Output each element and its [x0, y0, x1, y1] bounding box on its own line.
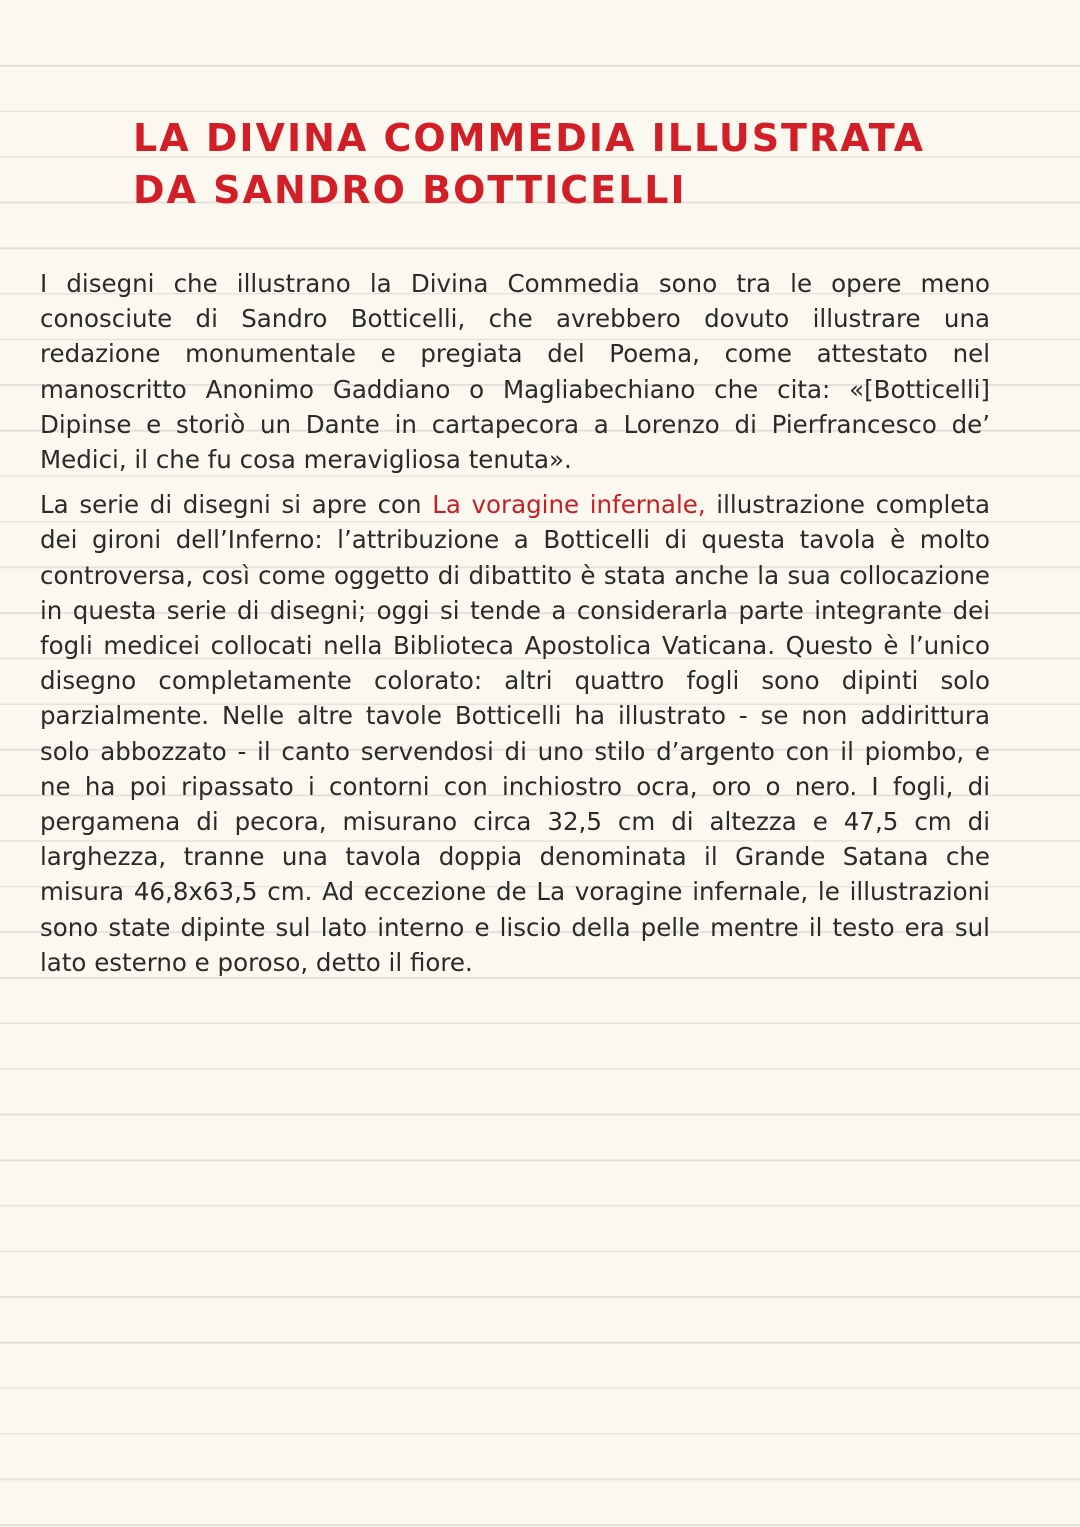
- paragraph-1: I disegni che illustrano la Divina Commedia sono tra le opere meno conosciute di Sandro Botticelli, che avrebbero dovuto illustrare una redazione monumentale e pregiata del Poema, come attestato nel manoscritto Anonimo Gaddiano o Magliabechiano che cita: «[Botticelli] Dipinse e storiò un Dante in cartapecora a Lorenzo di Pierfrancesco de’ Medici, il che fu cosa meravigliosa tenuta».: [40, 269, 990, 475]
- title-line-1: LA DIVINA COMMEDIA ILLUSTRATA: [133, 116, 926, 160]
- page-title: [133, 112, 925, 216]
- body-text: [40, 266, 990, 980]
- title-line-2: DA SANDRO BOTTICELLI: [133, 168, 687, 212]
- paragraph-2-intro: La serie di disegni si apre con: [40, 490, 433, 520]
- paragraph-2-rest: illustrazione completa dei gironi dell’Inferno: l’attribuzione a Botticelli di questa tavola è molto controversa, così come oggetto di dibattito è stata anche la sua collocazione in questa serie di disegni; oggi si tende a considerarla parte integrante dei fogli medicei collocati nella Biblioteca Apostolica Vaticana. Questo è l’unico disegno completamente colorato: altri quattro fogli sono dipinti solo parzialmente. Nelle altre tavole Botticelli ha illustrato - se non addirittura solo abbozzato - il canto servendosi di uno stilo d’argento con il piombo, e ne ha poi ripassato i contorni con inchiostro ocra, oro o nero. I fogli, di pergamena di pecora, misurano circa 32,5 cm di altezza e 47,5 cm di larghezza, tranne una tavola doppia denominata il Grande Satana che misura 46,8x63,5 cm. Ad eccezione de La voragine infernale, le illustrazioni sono state dipinte sul lato interno e liscio della pelle mentre il testo era sul lato esterno e poroso, detto il fiore.: [40, 490, 990, 977]
- highlighted-title-voragine: La voragine infernale,: [432, 490, 706, 520]
- paragraph-2: [40, 487, 990, 980]
